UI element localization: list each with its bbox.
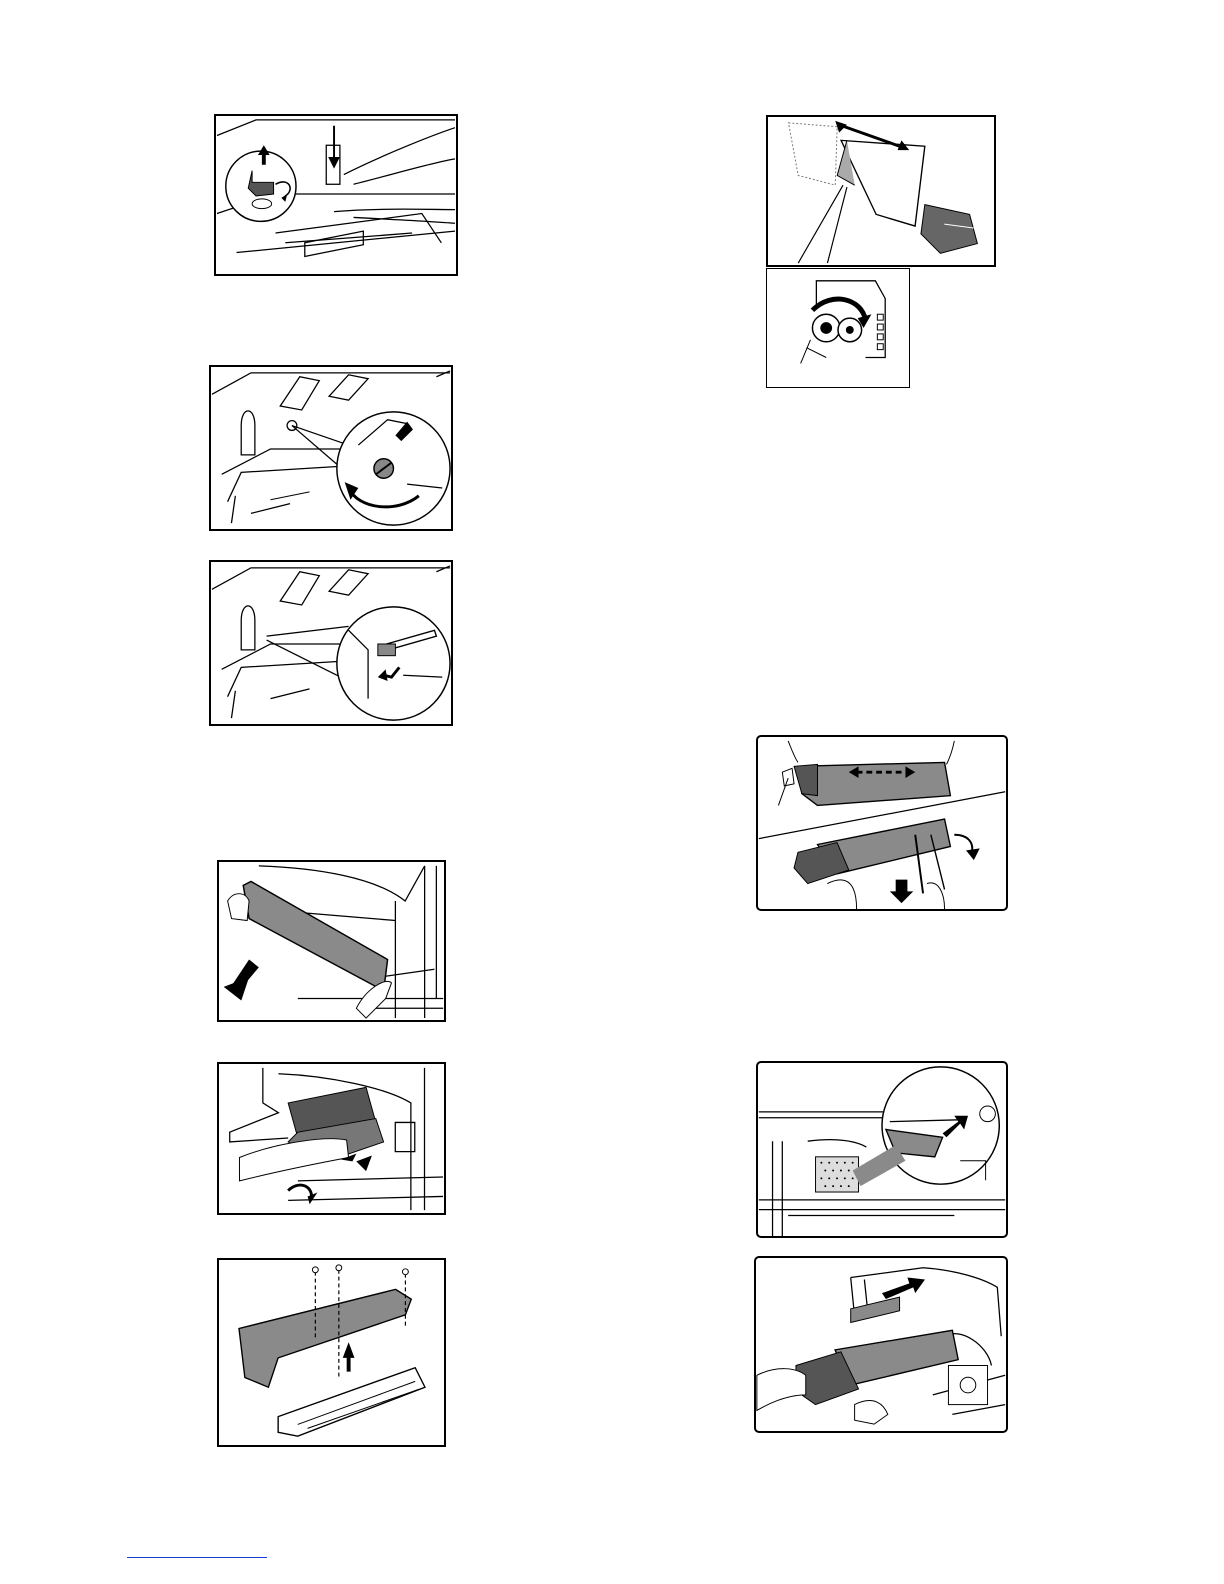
footer-rule	[127, 1557, 267, 1558]
pin-insert-illustration	[211, 562, 451, 724]
figure-front-cover	[217, 860, 446, 1022]
figure-shake-cartridge	[756, 735, 1008, 911]
slide-latch-illustration	[758, 1063, 1006, 1236]
front-cover-illustration	[219, 862, 444, 1020]
gear-detail-illustration	[767, 269, 909, 387]
shake-pouch-illustration	[768, 117, 994, 265]
figure-pull-unit	[217, 1062, 446, 1215]
screw-rotate-illustration	[211, 367, 451, 529]
insert-cartridge-illustration	[756, 1258, 1006, 1431]
figure-lock-lever	[214, 114, 458, 276]
pull-unit-illustration	[219, 1064, 444, 1213]
figure-remove-top	[217, 1258, 446, 1447]
lock-lever-illustration	[216, 116, 456, 274]
figure-pin-insert	[209, 560, 453, 726]
remove-top-illustration	[219, 1260, 444, 1445]
figure-insert-cartridge	[754, 1256, 1008, 1433]
figure-shake-pouch	[766, 115, 996, 267]
figure-slide-latch	[756, 1061, 1008, 1238]
shake-cartridge-illustration	[758, 737, 1006, 909]
figure-gear-detail	[766, 268, 910, 388]
figure-screw-rotate	[209, 365, 453, 531]
